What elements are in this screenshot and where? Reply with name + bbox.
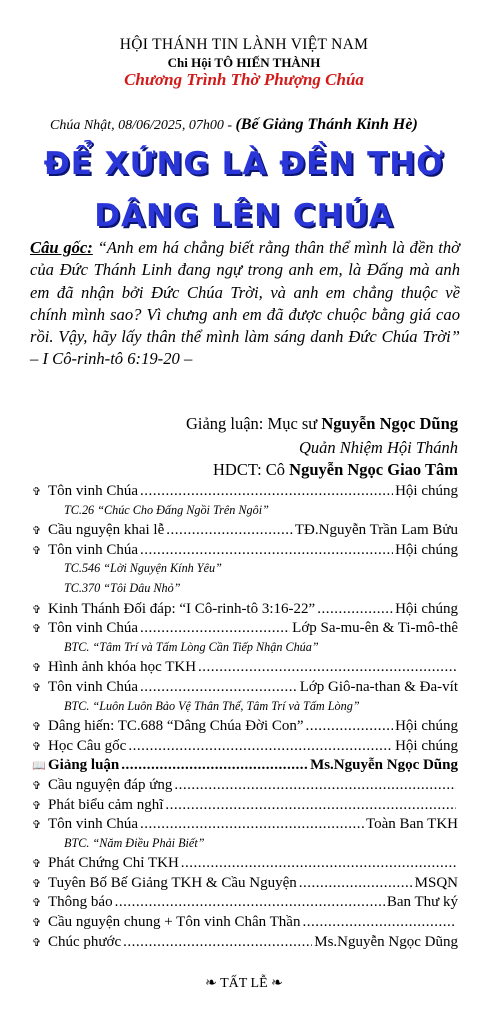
agenda-item-label: Tuyên Bố Bế Giảng TKH & Cầu Nguyện (48, 874, 297, 891)
agenda-item (32, 601, 458, 621)
agenda-item-label: Tôn vinh Chúa (48, 483, 138, 499)
agenda-item-assignee: Hội chúng (395, 718, 458, 735)
cross-icon: ✞ (32, 544, 42, 557)
speaker-role: Quản Nhiệm Hội Thánh (298, 438, 458, 457)
speaker-line (186, 414, 458, 434)
agenda-item (32, 914, 458, 934)
dot-leader (174, 777, 456, 794)
agenda-item (32, 777, 458, 797)
key-verse-text: “Anh em há chẳng biết rằng thân thể mình là đền thờ của Đức Thánh Linh đang ngự trong anh em, là Đấng mà anh em đã nhận bởi Đức Chúa Trời, và anh em chẳng thuộc về chính mình sao? Vì chưng anh em đã được chuộc bằng giá cao rồi. Vậy, hãy lấy thân thể mình làm sáng danh Đức Chúa Trời” – I Cô-rinh-tô 6:19-20 – (30, 238, 460, 369)
event-name: (Bế Giảng Thánh Kinh Hè) (235, 116, 418, 133)
agenda-item (32, 738, 458, 758)
leader-name: Nguyễn Ngọc Giao Tâm (289, 460, 458, 479)
dot-leader (121, 757, 308, 774)
agenda-item-assignee: Toàn Ban TKH (366, 816, 458, 833)
cross-icon: ✞ (32, 740, 42, 753)
agenda-item-label: Tôn vinh Chúa (48, 678, 138, 695)
cross-icon: ✞ (32, 721, 42, 734)
leader-line (213, 460, 458, 480)
agenda-item (32, 659, 458, 679)
dot-leader (198, 659, 456, 676)
agenda-item-assignee: MSQN (414, 874, 458, 891)
agenda-item-assignee: Lớp Sa-mu-ên & Ti-mô-thê (292, 620, 458, 637)
agenda-subitem: BTC. “Năm Điều Phải Biết” (64, 835, 205, 850)
dot-leader (140, 679, 298, 696)
book-icon: 📖 (32, 760, 46, 773)
cross-icon: ✞ (32, 662, 42, 675)
agenda-subitem: BTC. “Luôn Luôn Bảo Vệ Thân Thể, Tâm Trí và Tấm Lòng” (64, 698, 360, 713)
program-title: Chương Trình Thờ Phượng Chúa (124, 70, 364, 89)
agenda-subitem: TC.26 “Chúc Cho Đấng Ngồi Trên Ngôi” (64, 502, 269, 517)
dot-leader (181, 855, 456, 872)
dot-leader (115, 894, 385, 911)
sermon-title-line-2: DÂNG LÊN CHÚA (94, 198, 394, 234)
agenda-item-assignee: Hội chúng (395, 600, 458, 617)
agenda-item (32, 542, 458, 562)
agenda-item-label: Học Câu gốc (48, 737, 127, 754)
agenda-item-assignee: Hội chúng (395, 737, 458, 754)
agenda-item-label: Cầu nguyện đáp ứng (48, 776, 173, 793)
agenda-item (32, 894, 458, 914)
cross-icon: ✞ (32, 897, 42, 910)
agenda-item-assignee: Ms.Nguyễn Ngọc Dũng (310, 757, 458, 774)
agenda-item-assignee: Ban Thư ký (386, 894, 458, 911)
cross-icon: ✞ (32, 799, 42, 812)
dot-leader (123, 934, 312, 951)
cross-icon: ✞ (32, 603, 42, 616)
key-verse (30, 237, 460, 371)
agenda-item-assignee: Hội chúng (395, 483, 458, 499)
agenda-item (32, 620, 458, 640)
ornament-icon: ❧ (205, 976, 217, 991)
agenda-item-label: Phát biểu cảm nghĩ (48, 796, 164, 813)
church-name: HỘI THÁNH TIN LÀNH VIỆT NAM (119, 36, 369, 53)
dot-leader (140, 542, 393, 559)
agenda-item-label: Cầu nguyện chung + Tôn vinh Chân Thần (48, 914, 301, 931)
agenda-item-label: Kinh Thánh Đối đáp: “I Cô-rinh-tô 3:16-22” (48, 600, 316, 617)
cross-icon: ✞ (32, 877, 42, 890)
date-line (50, 116, 418, 134)
agenda-item-label: Dâng hiến: TC.688 “Dâng Chúa Đời Con” (48, 718, 304, 735)
cross-icon: ✞ (32, 917, 42, 930)
agenda-item (32, 679, 458, 699)
branch-name: Chi Hội TÔ HIẾN THÀNH (167, 55, 321, 70)
agenda-item (32, 855, 458, 875)
cross-icon: ✞ (32, 486, 42, 498)
agenda-item-assignee: TĐ.Nguyễn Trần Lam Bửu (294, 522, 458, 539)
service-date: Chúa Nhật, 08/06/2025, 07h00 - (50, 118, 236, 133)
agenda-item (32, 757, 458, 777)
agenda-item (32, 797, 458, 817)
dot-leader (140, 816, 364, 833)
cross-icon: ✞ (32, 623, 42, 636)
agenda-item-label: Tôn vinh Chúa (48, 620, 138, 637)
dot-leader (306, 718, 394, 735)
dot-leader (128, 738, 393, 755)
agenda-item-label: Giảng luận (48, 757, 120, 774)
sermon-title-line-1: ĐỂ XỨNG LÀ ĐỀN THỜ (43, 146, 445, 182)
agenda-item-label: Chúc phước (48, 933, 122, 950)
speaker-name: Nguyễn Ngọc Dũng (321, 414, 458, 433)
agenda-item (32, 718, 458, 738)
key-verse-label: Câu gốc: (30, 238, 93, 257)
cross-icon: ✞ (32, 681, 42, 694)
agenda-item-label: Hình ảnh khóa học TKH (48, 659, 197, 676)
dot-leader (165, 797, 456, 814)
agenda-item-assignee: Lớp Giô-na-than & Đa-vít (299, 678, 458, 695)
agenda-item (32, 875, 458, 895)
ornament-icon: ❧ (271, 976, 283, 991)
agenda-subitem: TC.546 “Lời Nguyện Kính Yêu” (64, 561, 222, 576)
agenda-item-label: Phát Chứng Chỉ TKH (48, 855, 179, 872)
agenda-item-assignee: Hội chúng (395, 541, 458, 558)
dot-leader (299, 875, 413, 892)
cross-icon: ✞ (32, 936, 42, 949)
agenda-item-assignee: Ms.Nguyễn Ngọc Dũng (314, 933, 458, 950)
agenda-subitem: BTC. “Tâm Trí và Tấm Lòng Cần Tiếp Nhận Chúa” (64, 639, 319, 654)
agenda-item-label: Tôn vinh Chúa (48, 816, 138, 833)
closing-line (0, 975, 488, 992)
dot-leader (166, 522, 293, 539)
agenda-item-label: Cầu nguyện khai lễ (48, 522, 165, 539)
dot-leader (302, 914, 456, 931)
agenda-item (32, 522, 458, 542)
agenda-item (32, 816, 458, 836)
dot-leader (317, 601, 393, 618)
cross-icon: ✞ (32, 819, 42, 832)
cross-icon: ✞ (32, 858, 42, 871)
agenda-item-label: Tôn vinh Chúa (48, 541, 138, 558)
agenda-item-label: Thông báo (48, 894, 113, 911)
speaker-prefix: Giảng luận: Mục sư (185, 414, 322, 433)
order-of-service (32, 483, 458, 953)
cross-icon: ✞ (32, 525, 42, 538)
dot-leader (140, 620, 290, 637)
agenda-item (32, 483, 458, 503)
dot-leader (140, 483, 393, 500)
end-label: TẤT LỄ (220, 976, 268, 991)
agenda-subitem: TC.370 “Tôi Dâu Nhỏ” (64, 580, 181, 595)
agenda-item (32, 934, 458, 954)
cross-icon: ✞ (32, 779, 42, 792)
leader-prefix: HDCT: Cô (212, 460, 290, 479)
